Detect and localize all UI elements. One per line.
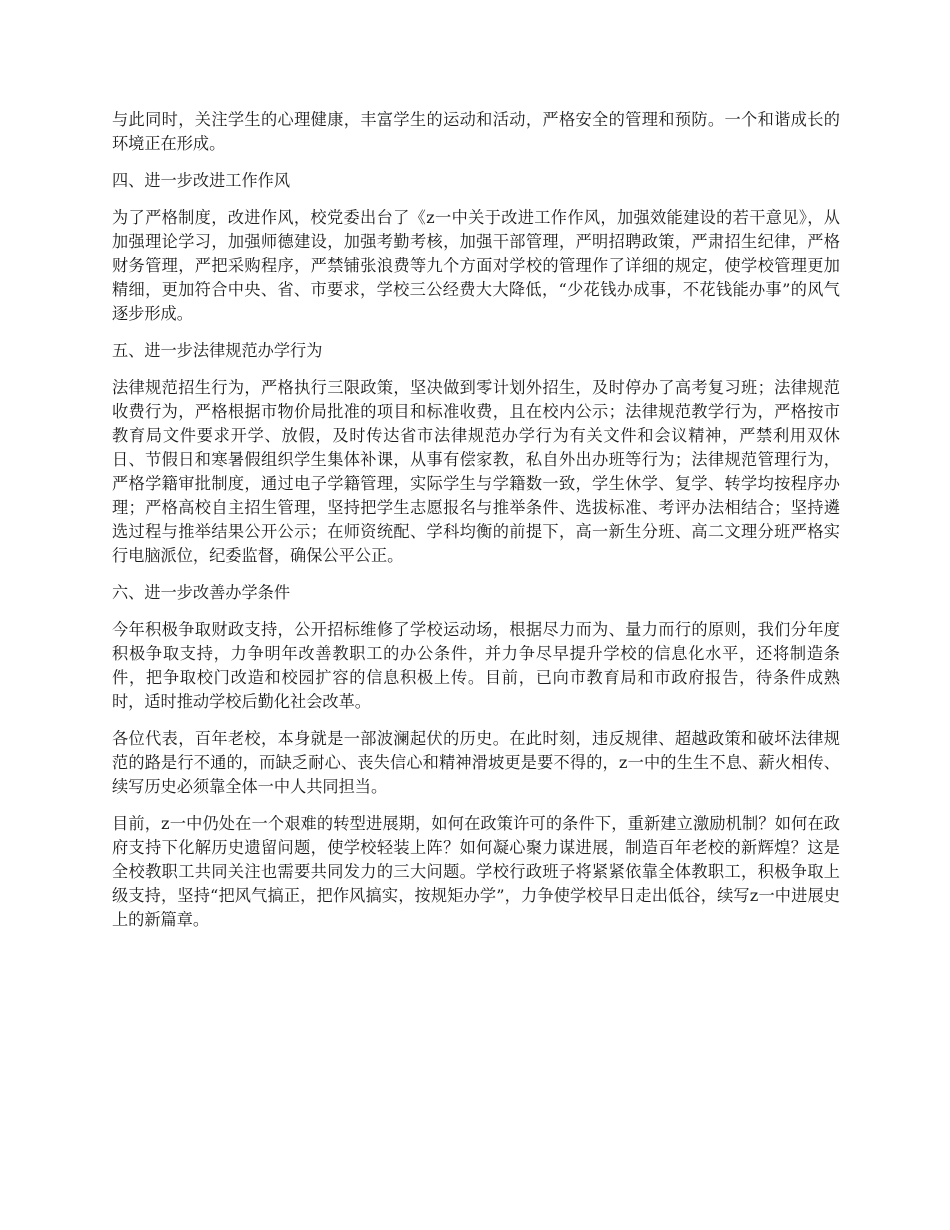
- paragraph-school-conditions: 今年积极争取财政支持，公开招标维修了学校运动场，根据尽力而为、量力而行的原则，我们分年度积极争取支持，力争明年改善教职工的办公条件，并力争尽早提升学校的信息化水平，还将制造条件，把争取校门改造和校园扩容的信息积极上传。目前，已向市教育局和市政府报告，待条件成熟时，适时推动学校后勤化社会改革。: [112, 620, 840, 711]
- section-heading-5: 五、进一步法律规范办学行为: [112, 341, 323, 360]
- paragraph-work-style: 为了严格制度，改进作风，校党委出台了《z一中关于改进工作作风，加强效能建设的若干意见》，从加强理论学习，加强师德建设，加强考勤考核，加强干部管理，严明招聘政策，严肃招生纪律，严格财务管理，严把采购程序，严禁铺张浪费等九个方面对学校的管理作了详细的规定，使学校管理更加精细，更加符合中央、省、市要求，学校三公经费大大降低，“少花钱办成事，不花钱能办事”的风气逐步形成。: [112, 208, 840, 323]
- paragraph-current-status: 目前，z一中仍处在一个艰难的转型进展期，如何在政策许可的条件下，重新建立激励机制？如何在政府支持下化解历史遗留问题，使学校轻装上阵？如何凝心聚力谋进展，制造百年老校的新辉煌？这是全校教职工共同关注也需要共同发力的三大问题。学校行政班子将紧紧依靠全体教职工，积极争取上级支持，坚持“把风气搞正，把作风搞实，按规矩办学”，力争使学校早日走出低谷，续写z一中进展史上的新篇章。: [112, 814, 840, 929]
- paragraph-mental-health: 与此同时，关注学生的心理健康，丰富学生的运动和活动，严格安全的管理和预防。一个和谐成长的环境正在形成。: [112, 110, 840, 153]
- paragraph-school-regulation: 法律规范招生行为，严格执行三限政策，坚决做到零计划外招生，及时停办了高考复习班；法律规范收费行为，严格根据市物价局批准的项目和标准收费，且在校内公示；法律规范教学行为，严格按市教育局文件要求开学、放假，及时传达省市法律规范办学行为有关文件和会议精神，严禁利用双休日、节假日和寒暑假组织学生集体补课，从事有偿家教，私自外出办班等行为；法律规范管理行为，严格学籍审批制度，通过电子学籍管理，实际学生与学籍数一致，学生休学、复学、转学均按程序办理；严格高校自主招生管理，坚持把学生志愿报名与推举条件、选拔标准、考评办法相结合；坚持遴选过程与推举结果公开公示；在师资统配、学科均衡的前提下，高一新生分班、高二文理分班严格实行电脑派位，纪委监督，确保公平公正。: [112, 378, 840, 565]
- section-heading-4: 四、进一步改进工作作风: [112, 171, 291, 190]
- section-heading-6: 六、进一步改善办学条件: [112, 583, 291, 602]
- paragraph-representatives: 各位代表，百年老校，本身就是一部波澜起伏的历史。在此时刻，违反规律、超越政策和破坏法律规范的路是行不通的，而缺乏耐心、丧失信心和精神滑坡更是要不得的，z一中的生生不息、薪火相传、续写历史必须靠全体一中人共同担当。: [112, 729, 840, 796]
- document-body: [112, 108, 840, 945]
